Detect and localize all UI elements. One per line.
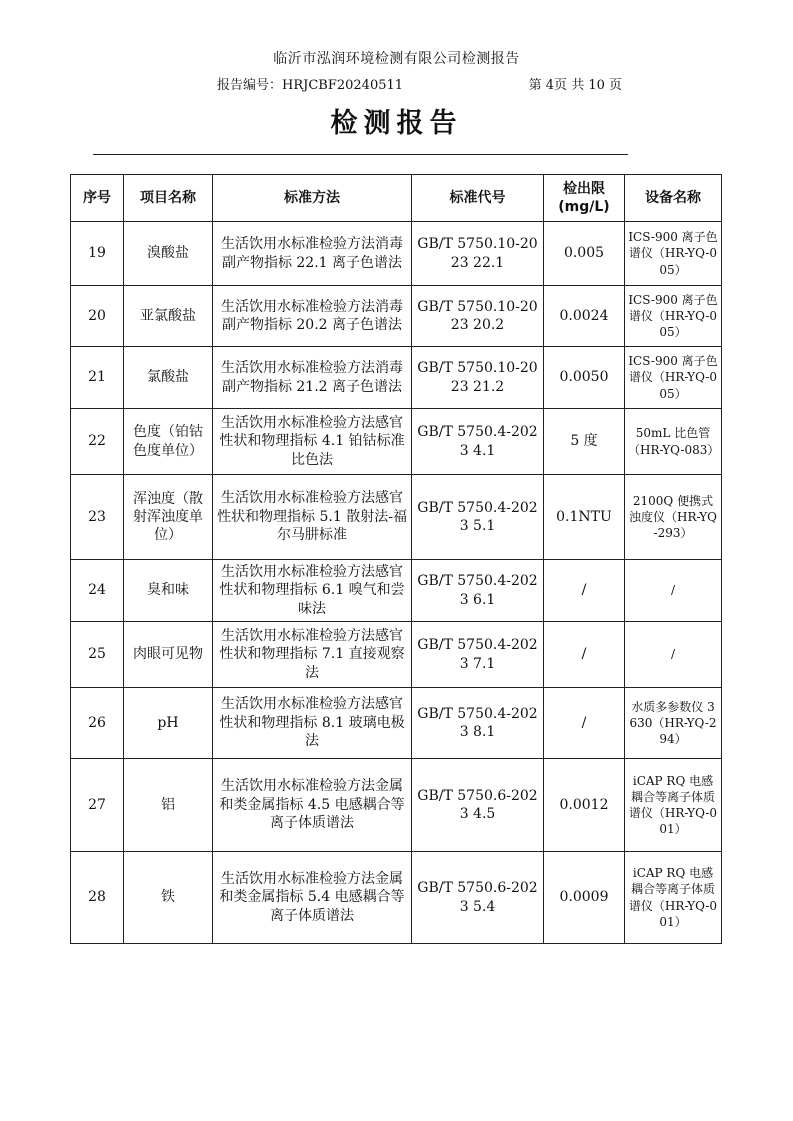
cell-standard-code: GB/T 5750.6-2023 4.5 bbox=[412, 759, 544, 852]
cell-standard-code: GB/T 5750.4-2023 5.1 bbox=[412, 475, 544, 560]
table-row bbox=[71, 560, 722, 622]
cell-item-name: 铁 bbox=[124, 852, 213, 944]
table-row bbox=[71, 222, 722, 286]
cell-method: 生活饮用水标准检验方法感官性状和物理指标 7.1 直接观察法 bbox=[213, 622, 412, 688]
cell-device: ICS-900 离子色谱仪（HR-YQ-005） bbox=[625, 286, 722, 347]
cell-no: 28 bbox=[71, 852, 124, 944]
cell-no: 20 bbox=[71, 286, 124, 347]
cell-detection-limit: 0.0024 bbox=[544, 286, 625, 347]
table-row bbox=[71, 852, 722, 944]
cell-item-name: 铝 bbox=[124, 759, 213, 852]
cell-device: 水质多参数仪 3630（HR-YQ-294） bbox=[625, 688, 722, 759]
cell-detection-limit: 0.0050 bbox=[544, 347, 625, 409]
cell-detection-limit: 0.1NTU bbox=[544, 475, 625, 560]
cell-method: 生活饮用水标准检验方法感官性状和物理指标 8.1 玻璃电极法 bbox=[213, 688, 412, 759]
cell-detection-limit: / bbox=[544, 622, 625, 688]
cell-detection-limit: 5 度 bbox=[544, 409, 625, 475]
cell-item-name: pH bbox=[124, 688, 213, 759]
cell-device: / bbox=[625, 622, 722, 688]
page-title: 检测报告 bbox=[330, 108, 463, 139]
cell-item-name: 氯酸盐 bbox=[124, 347, 213, 409]
results-table bbox=[70, 174, 722, 944]
cell-method: 生活饮用水标准检验方法感官性状和物理指标 6.1 嗅气和尝味法 bbox=[213, 560, 412, 622]
title-divider bbox=[93, 154, 628, 155]
cell-standard-code: GB/T 5750.10-2023 22.1 bbox=[412, 222, 544, 286]
cell-method: 生活饮用水标准检验方法金属和类金属指标 5.4 电感耦合等离子体质谱法 bbox=[213, 852, 412, 944]
cell-no: 27 bbox=[71, 759, 124, 852]
cell-no: 21 bbox=[71, 347, 124, 409]
report-number: 报告编号：HRJCBF20240511 bbox=[217, 78, 404, 93]
table-row bbox=[71, 409, 722, 475]
cell-item-name: 臭和味 bbox=[124, 560, 213, 622]
col-header-item: 项目名称 bbox=[124, 175, 213, 222]
cell-no: 25 bbox=[71, 622, 124, 688]
cell-standard-code: GB/T 5750.10-2023 21.2 bbox=[412, 347, 544, 409]
cell-standard-code: GB/T 5750.6-2023 5.4 bbox=[412, 852, 544, 944]
cell-detection-limit: / bbox=[544, 688, 625, 759]
cell-no: 19 bbox=[71, 222, 124, 286]
cell-item-name: 肉眼可见物 bbox=[124, 622, 213, 688]
table-header-row bbox=[71, 175, 722, 222]
page-indicator: 第 4页 共 10 页 bbox=[528, 78, 622, 93]
col-header-method: 标准方法 bbox=[213, 175, 412, 222]
cell-standard-code: GB/T 5750.10-2023 20.2 bbox=[412, 286, 544, 347]
table-row bbox=[71, 475, 722, 560]
cell-standard-code: GB/T 5750.4-2023 7.1 bbox=[412, 622, 544, 688]
col-header-limit: 检出限 (mg/L) bbox=[544, 175, 625, 222]
cell-device: / bbox=[625, 560, 722, 622]
cell-method: 生活饮用水标准检验方法消毒副产物指标 20.2 离子色谱法 bbox=[213, 286, 412, 347]
cell-device: 2100Q 便携式浊度仪（HR-YQ-293） bbox=[625, 475, 722, 560]
cell-method: 生活饮用水标准检验方法金属和类金属指标 4.5 电感耦合等离子体质谱法 bbox=[213, 759, 412, 852]
cell-detection-limit: 0.005 bbox=[544, 222, 625, 286]
cell-no: 26 bbox=[71, 688, 124, 759]
col-header-code: 标准代号 bbox=[412, 175, 544, 222]
cell-item-name: 色度（铂钴色度单位） bbox=[124, 409, 213, 475]
table-row bbox=[71, 347, 722, 409]
cell-standard-code: GB/T 5750.4-2023 8.1 bbox=[412, 688, 544, 759]
cell-standard-code: GB/T 5750.4-2023 4.1 bbox=[412, 409, 544, 475]
col-header-device: 设备名称 bbox=[625, 175, 722, 222]
table-row bbox=[71, 688, 722, 759]
cell-device: iCAP RQ 电感耦合等离子体质谱仪（HR-YQ-001） bbox=[625, 852, 722, 944]
cell-no: 23 bbox=[71, 475, 124, 560]
cell-method: 生活饮用水标准检验方法消毒副产物指标 22.1 离子色谱法 bbox=[213, 222, 412, 286]
cell-method: 生活饮用水标准检验方法感官性状和物理指标 4.1 铂钴标准比色法 bbox=[213, 409, 412, 475]
cell-method: 生活饮用水标准检验方法感官性状和物理指标 5.1 散射法-福尔马肼标准 bbox=[213, 475, 412, 560]
cell-detection-limit: 0.0012 bbox=[544, 759, 625, 852]
cell-device: ICS-900 离子色谱仪（HR-YQ-005） bbox=[625, 347, 722, 409]
cell-item-name: 浑浊度（散射浑浊度单位） bbox=[124, 475, 213, 560]
table-row bbox=[71, 286, 722, 347]
cell-no: 24 bbox=[71, 560, 124, 622]
company-header: 临沂市泓润环境检测有限公司检测报告 bbox=[273, 51, 520, 67]
col-header-no: 序号 bbox=[71, 175, 124, 222]
cell-device: ICS-900 离子色谱仪（HR-YQ-005） bbox=[625, 222, 722, 286]
cell-device: 50mL 比色管（HR-YQ-083） bbox=[625, 409, 722, 475]
cell-standard-code: GB/T 5750.4-2023 6.1 bbox=[412, 560, 544, 622]
cell-item-name: 亚氯酸盐 bbox=[124, 286, 213, 347]
cell-no: 22 bbox=[71, 409, 124, 475]
cell-detection-limit: 0.0009 bbox=[544, 852, 625, 944]
cell-method: 生活饮用水标准检验方法消毒副产物指标 21.2 离子色谱法 bbox=[213, 347, 412, 409]
cell-item-name: 溴酸盐 bbox=[124, 222, 213, 286]
cell-detection-limit: / bbox=[544, 560, 625, 622]
cell-device: iCAP RQ 电感耦合等离子体质谱仪（HR-YQ-001） bbox=[625, 759, 722, 852]
table-row bbox=[71, 759, 722, 852]
table-row bbox=[71, 622, 722, 688]
